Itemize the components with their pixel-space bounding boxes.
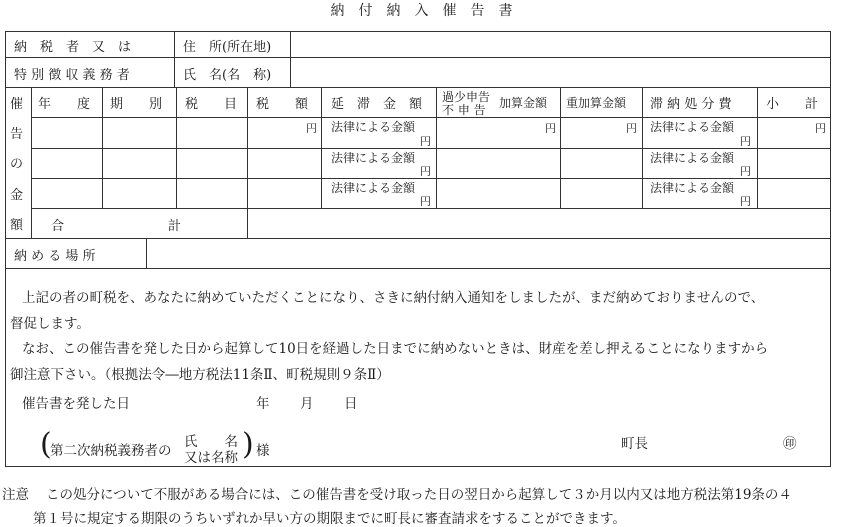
side-label-char: 告 xyxy=(10,127,24,142)
yen-mark: 円 xyxy=(815,122,826,135)
issue-day-label: 日 xyxy=(344,396,358,412)
by-law-label: 法律による金額 xyxy=(331,120,416,134)
name-label: 氏 名(名 称) xyxy=(183,68,272,83)
yen-mark: 円 xyxy=(420,195,431,208)
name-line-2: 又は名称 xyxy=(184,450,238,466)
col-under-report-top: 過少申告 xyxy=(442,90,491,104)
sama-label: 様 xyxy=(256,443,270,459)
rule xyxy=(290,31,291,87)
total-label: 合 計 xyxy=(51,219,182,234)
issue-date-label: 催告書を発した日 xyxy=(22,396,130,412)
notice-line-3: なお、この催告書を発した日から起算して10日を経過した日までに納めないときは、財産を差し押えることになりますから xyxy=(22,341,769,357)
by-law-label: 法律による金額 xyxy=(650,120,735,134)
by-law-label: 法律による金額 xyxy=(650,151,735,165)
rule xyxy=(102,87,103,208)
yen-mark: 円 xyxy=(740,195,751,208)
rule xyxy=(31,208,831,209)
col-subtotal: 小 計 xyxy=(766,97,819,112)
yen-mark: 円 xyxy=(420,165,431,178)
by-law-label: 法律による金額 xyxy=(650,181,735,195)
rule xyxy=(5,268,831,269)
side-label-char: の xyxy=(10,157,24,172)
col-additional: 加算金額 xyxy=(499,96,548,110)
yen-mark: 円 xyxy=(626,122,637,135)
rule xyxy=(321,87,322,208)
notice-line-1: 上記の者の町税を、あなたに納めていただくことになり、さきに納付納入通知をしましたが、まだ納めておりませんので、 xyxy=(22,290,765,306)
rule xyxy=(5,57,831,58)
rule xyxy=(176,87,177,208)
taxpayer-label: 納 税 者 又 は xyxy=(14,40,132,55)
table-border-top xyxy=(5,31,831,32)
col-tax-amount: 税 額 xyxy=(256,97,309,112)
yen-mark: 円 xyxy=(306,122,317,135)
rule xyxy=(560,87,561,208)
table-border-left xyxy=(5,31,6,467)
col-heavy-additional: 重加算金額 xyxy=(566,96,627,110)
close-paren: ) xyxy=(242,427,254,462)
side-label-char: 催 xyxy=(10,97,24,112)
col-disposal-cost: 滞 納 処 分 費 xyxy=(650,97,732,112)
open-paren: ( xyxy=(40,427,52,462)
col-year: 年 度 xyxy=(38,97,91,112)
mayor-label: 町長 xyxy=(621,436,648,452)
payment-place-label: 納 め る 場 所 xyxy=(14,249,96,264)
rule xyxy=(5,87,831,88)
rule xyxy=(642,87,643,208)
issue-month-label: 月 xyxy=(300,396,314,412)
note-line-2: 第１号に規定する期限のうちいずれか早い方の期限までに町長に審査請求をすることができます。 xyxy=(33,511,626,527)
rule xyxy=(5,238,831,239)
issue-year-label: 年 xyxy=(256,396,270,412)
yen-mark: 円 xyxy=(420,135,431,148)
col-delinquency: 延 滞 金 額 xyxy=(331,97,423,112)
yen-mark: 円 xyxy=(740,165,751,178)
rule xyxy=(247,87,248,238)
special-collector-label: 特 別 徴 収 義 務 者 xyxy=(14,68,130,83)
name-line-1: 氏 名 xyxy=(184,434,238,450)
rule xyxy=(174,31,175,87)
table-border-right xyxy=(830,31,831,467)
address-label: 住 所(所在地) xyxy=(183,40,272,55)
document-title: 納 付 納 入 催 告 書 xyxy=(330,3,513,19)
by-law-label: 法律による金額 xyxy=(331,151,416,165)
seal-mark: ㊞ xyxy=(783,436,797,452)
secondary-taxpayer-label: 第二次納税義務者の xyxy=(50,443,172,459)
by-law-label: 法律による金額 xyxy=(331,181,416,195)
yen-mark: 円 xyxy=(545,122,556,135)
col-under-report-bottom: 不 申 告 xyxy=(442,103,486,117)
notice-line-2: 督促します。 xyxy=(10,316,90,332)
side-label-char: 額 xyxy=(10,218,24,233)
yen-mark: 円 xyxy=(740,135,751,148)
note-line-1: この処分について不服がある場合には、この催告書を受け取った日の翌日から起算して３か月以内又は地方税法第19条の４ xyxy=(46,487,792,503)
side-label-char: 金 xyxy=(10,188,24,203)
rule xyxy=(757,87,758,208)
col-period: 期 別 xyxy=(110,97,163,112)
rule xyxy=(436,87,437,208)
note-label: 注意 xyxy=(2,487,29,503)
table-border-bottom xyxy=(5,466,831,467)
rule xyxy=(146,238,147,268)
notice-line-4: 御注意下さい。（根拠法令―地方税法11条Ⅱ、町税規則９条Ⅱ） xyxy=(10,367,390,383)
rule xyxy=(31,87,32,238)
col-tax-item: 税 目 xyxy=(185,97,238,112)
